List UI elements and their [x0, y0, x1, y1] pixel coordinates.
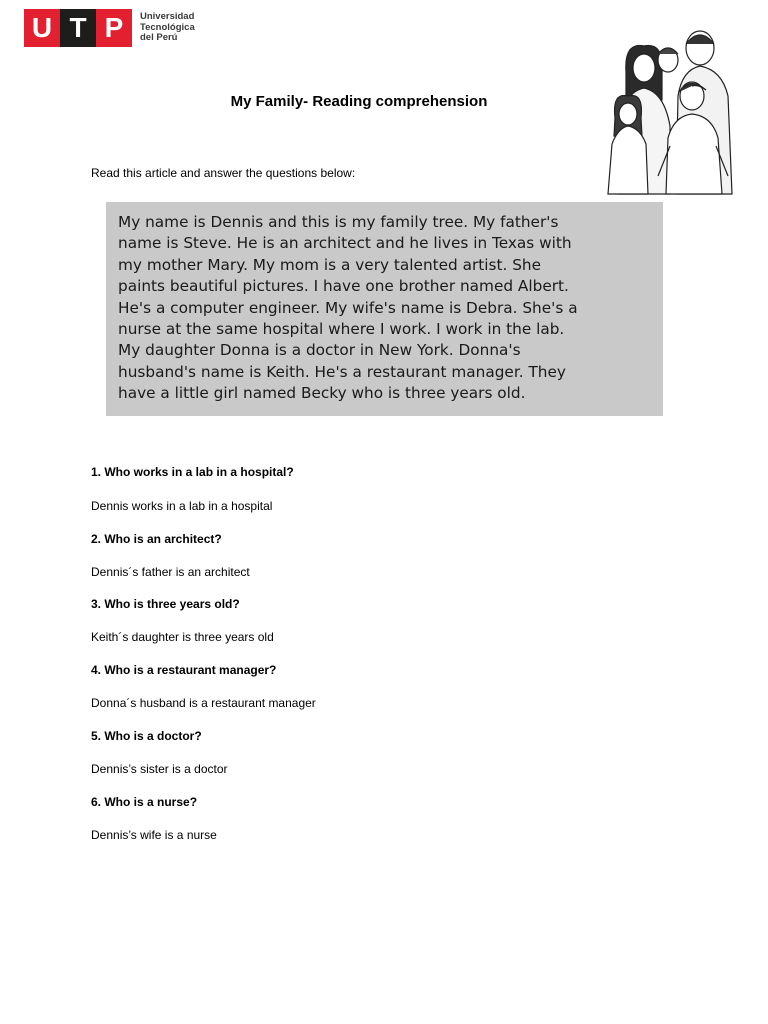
reading-passage: [106, 202, 663, 416]
utp-logo: [24, 9, 195, 47]
passage-line: name is Steve. He is an architect and he lives in Texas with: [118, 234, 572, 253]
passage-line: My daughter Donna is a doctor in New York. Donna's: [118, 341, 521, 360]
question-3: 3. Who is three years old?: [91, 597, 240, 611]
logo-letter-u: U: [24, 9, 60, 47]
answer-1: Dennis works in a lab in a hospital: [91, 499, 273, 513]
question-2: 2. Who is an architect?: [91, 532, 222, 546]
logo-text-line: Universidad: [140, 11, 195, 23]
passage-line: husband's name is Keith. He's a restaurant manager. They: [118, 362, 566, 381]
passage-line: paints beautiful pictures. I have one brother named Albert.: [118, 277, 569, 296]
question-1: 1. Who works in a lab in a hospital?: [91, 465, 294, 479]
logo-letter-t: T: [60, 9, 96, 47]
logo-letter-p: P: [96, 9, 132, 47]
question-4: 4. Who is a restaurant manager?: [91, 663, 277, 677]
passage-line: my mother Mary. My mom is a very talented artist. She: [118, 255, 542, 274]
passage-line: have a little girl named Becky who is three years old.: [118, 384, 526, 403]
page-title: My Family- Reading comprehension: [230, 93, 488, 110]
passage-line: My name is Dennis and this is my family tree. My father's: [118, 213, 559, 231]
family-drawing-icon: [600, 26, 742, 196]
logo-text-line: Tecnológica: [140, 21, 195, 33]
passage-line: nurse at the same hospital where I work. I work in the lab.: [118, 320, 565, 339]
answer-5: Dennis’s sister is a doctor: [91, 762, 228, 776]
answer-6: Dennis’s wife is a nurse: [91, 828, 217, 842]
question-6: 6. Who is a nurse?: [91, 795, 198, 809]
passage-line: He's a computer engineer. My wife's name is Debra. She's a: [118, 298, 578, 317]
answer-2: Dennis´s father is an architect: [91, 565, 250, 579]
logo-text-line: del Perú: [140, 32, 178, 44]
instruction-text: Read this article and answer the questions below:: [91, 166, 356, 180]
answer-3: Keith´s daughter is three years old: [91, 630, 274, 644]
answer-4: Donna´s husband is a restaurant manager: [91, 696, 316, 710]
question-5: 5. Who is a doctor?: [91, 729, 202, 743]
logo-university-name: [140, 12, 195, 44]
